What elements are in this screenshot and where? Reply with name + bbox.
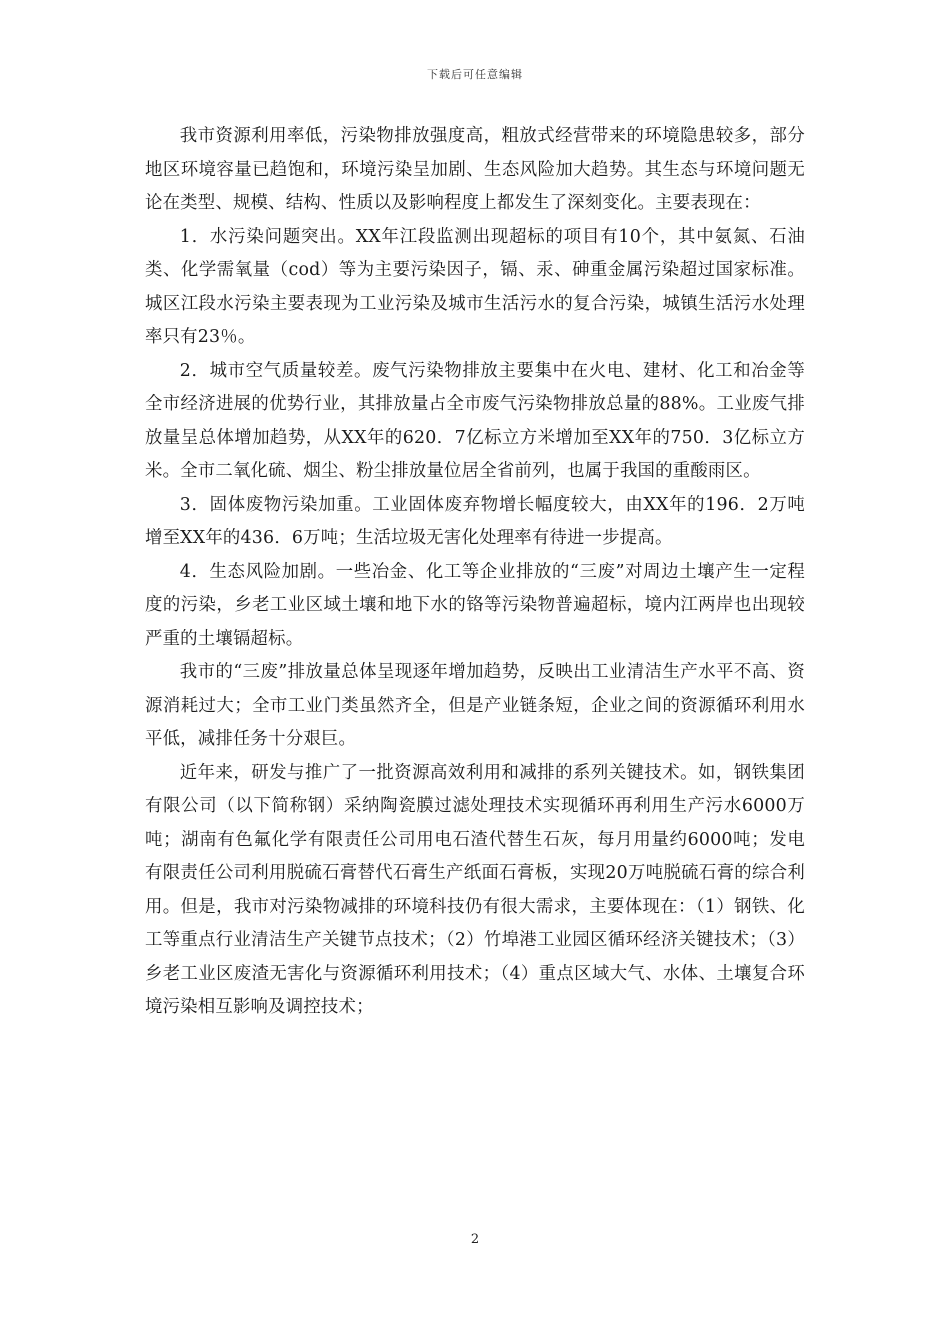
paragraph-air-quality: 2．城市空气质量较差。废气污染物排放主要集中在火电、建材、化工和冶金等全市经济进展的优势行业，其排放量占全市废气污染物排放总量的88%。工业废气排放量呈总体增加趋势，从XX年的620．7亿标立方米增加至XX年的750．3亿标立方米。全市二氧化硫、烟尘、粉尘排放量位居全省前列，也属于我国的重酸雨区。 bbox=[145, 360, 805, 481]
page-header: 下载后可任意编辑 bbox=[427, 68, 523, 81]
paragraph-intro: 我市资源利用率低，污染物排放强度高，粗放式经营带来的环境隐患较多，部分地区环境容量已趋饱和，环境污染呈加剧、生态风险加大趋势。其生态与环境问题无论在类型、规模、结构、性质以及影响程度上都发生了深刻变化。主要表现在： bbox=[145, 126, 805, 213]
page-number: 2 bbox=[470, 1232, 480, 1247]
paragraph-key-technologies: 近年来，研发与推广了一批资源高效利用和减排的系列关键技术。如，钢铁集团有限公司（以下简称钢）采纳陶瓷膜过滤处理技术实现循环再利用生产污水6000万吨；湖南有色氟化学有限责任公司用电石渣代替生石灰，每月用量约6000吨；发电有限责任公司利用脱硫石膏替代石膏生产纸面石膏板，实现20万吨脱硫石膏的综合利用。但是，我市对污染物减排的环境科技仍有很大需求，主要体现在：（1）钢铁、化工等重点行业清洁生产关键节点技术；（2）竹埠港工业园区循环经济关键技术；（3）乡老工业区废渣无害化与资源循环利用技术；（4）重点区域大气、水体、土壤复合环境污染相互影响及调控技术； bbox=[145, 762, 805, 1017]
paragraph-ecological-risk: 4．生态风险加剧。一些冶金、化工等企业排放的“三废”对周边土壤产生一定程度的污染，乡老工业区域土壤和地下水的铬等污染物普遍超标，境内江两岸也出现较严重的土壤镉超标。 bbox=[145, 561, 805, 649]
paragraph-water-pollution: 1．水污染问题突出。XX年江段监测出现超标的项目有10个，其中氨氮、石油类、化学需氧量（cod）等为主要污染因子，镉、汞、砷重金属污染超过国家标准。城区江段水污染主要表现为工业污染及城市生活污水的复合污染，城镇生活污水处理率只有23％。 bbox=[145, 226, 805, 347]
paragraph-three-wastes: 我市的“三废”排放量总体呈现逐年增加趋势，反映出工业清洁生产水平不高、资源消耗过大；全市工业门类虽然齐全，但是产业链条短，企业之间的资源循环利用水平低，减排任务十分艰巨。 bbox=[145, 662, 805, 749]
document-body bbox=[145, 120, 805, 1025]
paragraph-solid-waste: 3．固体废物污染加重。工业固体废弃物增长幅度较大，由XX年的196．2万吨增至XX年的436．6万吨；生活垃圾无害化处理率有待进一步提高。 bbox=[145, 494, 805, 548]
